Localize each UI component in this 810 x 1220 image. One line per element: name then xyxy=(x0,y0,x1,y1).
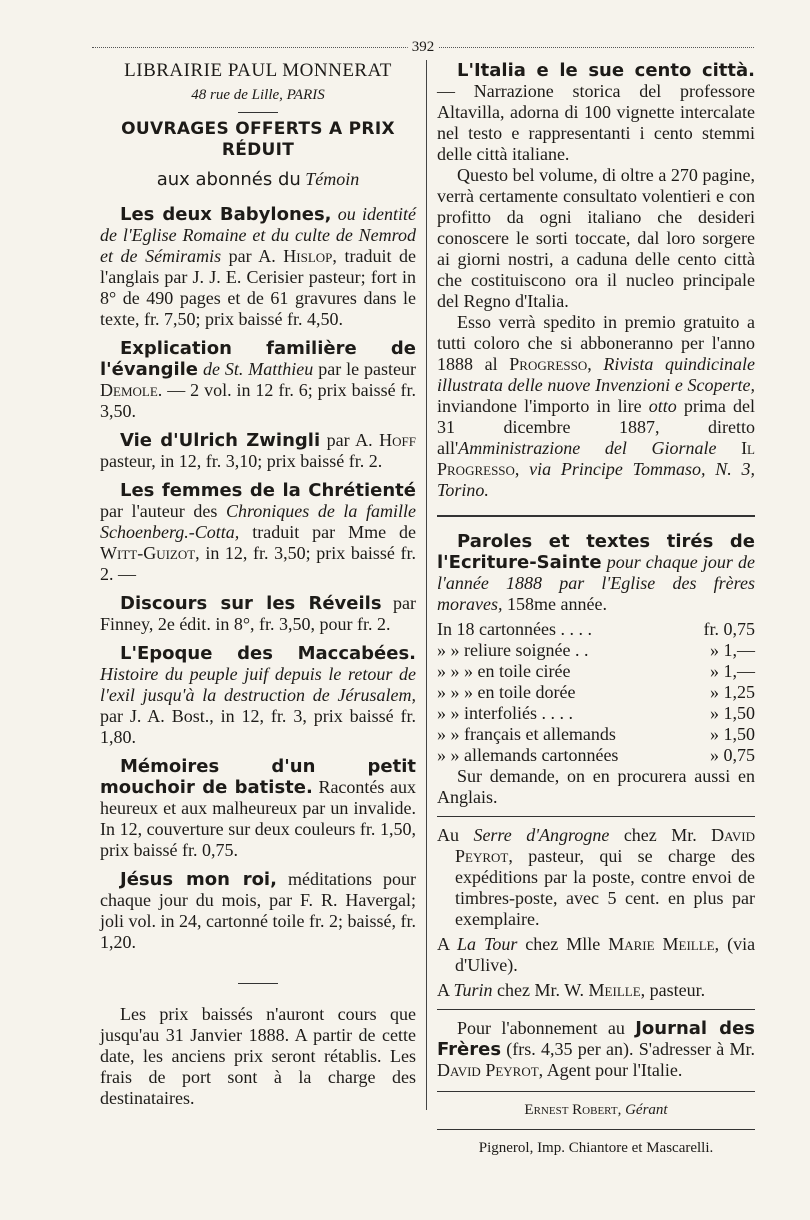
short-rule xyxy=(238,112,278,113)
printer-line: Pignerol, Imp. Chiantore et Mascarelli. xyxy=(478,1140,714,1156)
price-row xyxy=(437,682,755,703)
subhead-journal: Témoin xyxy=(305,169,360,189)
subhead xyxy=(100,169,416,190)
entry-memoires: Mémoires d'un petit mouchoir de batiste. Racontés aux heureux et aux malheureux par un invalide. In 12, couverture sur deux couleurs fr. 1,50, prix baissé fr. 0,75. xyxy=(100,756,417,860)
entry-title: Discours sur les Réveils xyxy=(120,593,382,614)
address-la-tour: A La Tour chez Mlle Marie Meille, (via d'Ulive). xyxy=(437,934,756,975)
section-rule xyxy=(437,515,755,517)
entry-maccabees: L'Epoque des Maccabées. Histoire du peuple juif depuis le retour de l'exil jusqu'à la destruction de Jérusalem, par J. A. Bost., in 12, fr. 3, prix baissé fr. 1,80. xyxy=(100,643,416,747)
price-label: » » » en toile dorée xyxy=(437,682,576,702)
entry-paroles: Paroles et textes tirés de l'Ecriture-Sainte pour chaque jour de l'année 1888 par l'Eglise des frères moraves, 158me année. xyxy=(437,531,755,614)
subhead-prefix: aux abonnés du xyxy=(156,169,301,190)
price-label: » » reliure soignée . . xyxy=(437,640,589,660)
entry-title: Paroles et textes tirés de l'Ecriture-Sainte xyxy=(437,531,755,573)
entry-title: L'Epoque des Maccabées. xyxy=(120,643,416,664)
price-row xyxy=(437,640,755,661)
column-divider xyxy=(426,60,427,1110)
price-value: » 1,— xyxy=(710,661,755,681)
address-angrogne: Au Serre d'Angrogne chez Mr. David Peyrot, pasteur, qui se charge des expéditions par la poste, contre envoi de timbres-poste, avec 5 cent. en plus par exemplaire. xyxy=(437,825,755,929)
left-column xyxy=(100,60,416,1109)
price-row xyxy=(437,619,755,640)
section-rule xyxy=(437,1009,755,1010)
entry-title: Explication familière de l'évangile xyxy=(100,338,416,380)
section-rule xyxy=(437,1091,755,1092)
price-label: » » » en toile cirée xyxy=(437,661,571,681)
price-value: fr. 0,75 xyxy=(703,619,755,639)
page-header xyxy=(92,40,754,54)
italia-paragraph-3: Esso verrà spedito in premio gratuito a tutti coloro che si abboneranno per l'anno 1888 al Progresso, Rivista quindicinale illustrata delle nuove Invenzioni e Scoperte, inviandone l'importo in lire otto prima del 31 dicembre 1887, diretto all'Amministrazione del Giornale Il Progresso, via Principe Tommaso, N. 3, Torino. xyxy=(437,312,756,500)
page-number: 392 xyxy=(408,40,439,54)
entry-title: Mémoires d'un petit mouchoir de batiste. xyxy=(100,756,416,798)
price-value: » 0,75 xyxy=(710,745,755,765)
italia-paragraph-2: Questo bel volume, di oltre a 270 pagine, verrà certamente consultato volentieri e con profitto da ogni italiano che desideri conoscere le sorti toccate, dal loro sorgere ai giorni nostri, a caduna delle cento città che costituiscono ora il nucleo principale del Regno d'Italia. xyxy=(437,165,755,311)
section-rule xyxy=(437,816,755,817)
right-column xyxy=(437,60,755,1159)
entry-title: L'Italia e le sue cento città. xyxy=(457,60,755,81)
price-list xyxy=(437,619,755,766)
price-row xyxy=(437,745,755,766)
notice: Les prix baissés n'auront cours que jusqu'au 31 Janvier 1888. A partir de cette date, les anciens prix seront rétablis. Les frais de port sont à la charge des destinataires. xyxy=(100,1004,416,1108)
price-value: » 1,25 xyxy=(710,682,755,702)
subscription-notice: Pour l'abonnement au Journal des Frères (frs. 4,35 per an). S'adresser à Mr. David Peyrot, Agent pour l'Italie. xyxy=(437,1018,756,1080)
price-label: In 18 cartonnées . . . . xyxy=(437,619,592,639)
price-label: » » français et allemands xyxy=(437,724,616,744)
price-value: » 1,50 xyxy=(710,703,755,723)
entry-zwingli: Vie d'Ulrich Zwingli par A. Hoff pasteur, in 12, fr. 3,10; prix baissé fr. 2. xyxy=(100,430,416,471)
section-rule xyxy=(437,1129,755,1130)
entry-title: Les deux Babylones, xyxy=(120,204,332,225)
gerant-line: Ernest Robert, Gérant xyxy=(524,1102,668,1118)
entry-babylones: Les deux Babylones, ou identité de l'Eglise Romaine et du culte de Nemrod et de Sémiramis par A. Hislop, traduit de l'anglais par J. J. E. Cerisier pasteur; fort in 8° de 490 pages et de 61 gravures dans le texte, fr. 7,50; prix baissé fr. 4,50. xyxy=(100,204,417,329)
entry-title: Jésus mon roi, xyxy=(120,869,277,890)
entry-jesus: Jésus mon roi, méditations pour chaque jour du mois, par F. R. Havergal; joli vol. in 24, cartonné toile fr. 2; baissé, fr. 1,20. xyxy=(100,869,417,952)
entry-italia: L'Italia e le sue cento città. — Narrazione storica del professore Altavilla, adorna di 100 vignette intercalate nel testo e rappresentanti i cento stemmi delle città italiane. xyxy=(437,60,755,164)
price-value: » 1,50 xyxy=(710,724,755,744)
price-row xyxy=(437,661,755,682)
address-turin: A Turin chez Mr. W. Meille, pasteur. xyxy=(437,980,706,1000)
short-rule xyxy=(238,983,278,984)
price-label: » » allemands cartonnées xyxy=(437,745,619,765)
headline: OUVRAGES OFFERTS A PRIX RÉDUIT xyxy=(121,119,395,160)
publisher-address: 48 rue de Lille, PARIS xyxy=(191,87,325,103)
price-row xyxy=(437,703,755,724)
price-value: » 1,— xyxy=(710,640,755,660)
entry-title: Vie d'Ulrich Zwingli xyxy=(120,430,321,451)
entry-explication: Explication familière de l'évangile de St. Matthieu par le pasteur Demole. — 2 vol. in 12 fr. 6; prix baissé fr. 3,50. xyxy=(100,338,417,421)
publisher-name: LIBRAIRIE PAUL MONNERAT xyxy=(124,60,392,81)
price-label: » » interfoliés . . . . xyxy=(437,703,573,723)
entry-femmes: Les femmes de la Chrétienté par l'auteur des Chroniques de la famille Schoenberg.-Cotta, traduit par Mme de Witt-Guizot, in 12, fr. 3,50; prix baissé fr. 2. — xyxy=(100,480,416,584)
entry-title: Les femmes de la Chrétienté xyxy=(120,480,416,501)
price-row xyxy=(437,724,755,745)
paroles-demand: Sur demande, on en procurera aussi en Anglais. xyxy=(437,766,755,807)
entry-reveils: Discours sur les Réveils par Finney, 2e édit. in 8°, fr. 3,50, pour fr. 2. xyxy=(100,593,416,634)
